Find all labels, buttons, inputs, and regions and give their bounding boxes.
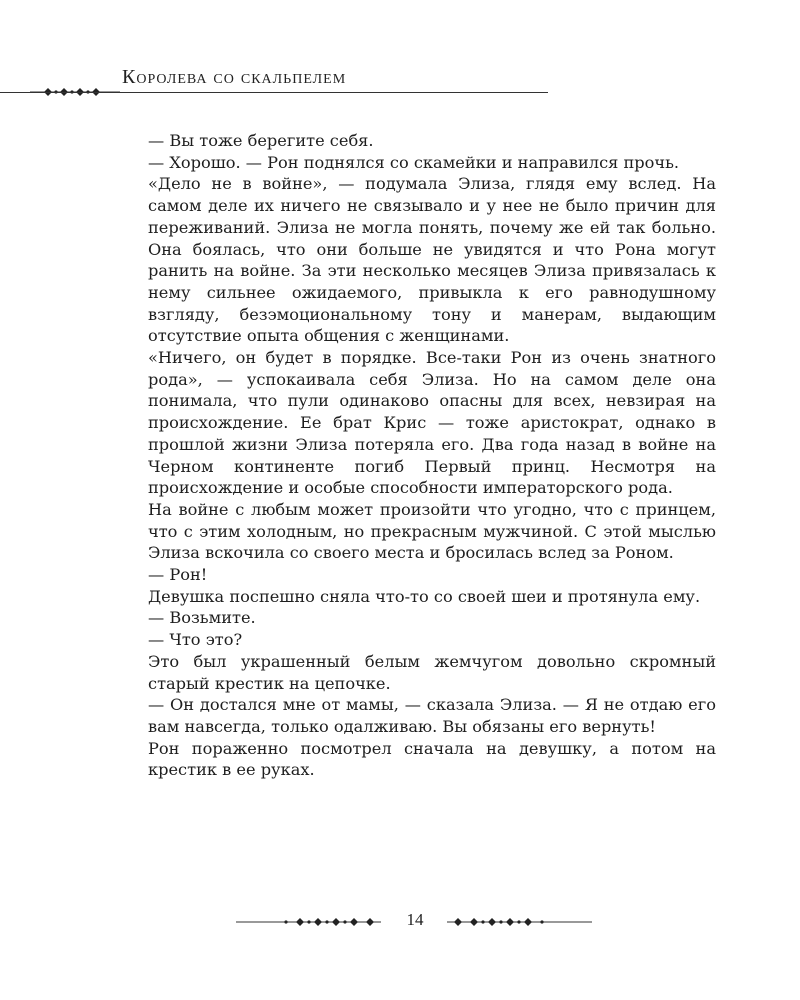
paragraph: — Вы тоже берегите себя. xyxy=(148,131,374,150)
page-footer xyxy=(0,910,800,940)
footer-ornament-left xyxy=(236,915,381,929)
paragraph: «Ничего, он будет в порядке. Все-таки Рон из очень знатного рода», — успокаивала себя Элиза. Но на самом деле она понимала, что пули одинаково опасны для всех, невзирая на происхождение. Ее брат Крис — тоже аристократ, однако в прошлой жизни Элиза потеряла его. Два года назад в войне на Черном континенте погиб Первый принц. Несмотря на происхождение и особые способности императорского рода. xyxy=(148,348,716,498)
running-header xyxy=(0,50,800,110)
paragraph: На войне с любым может произойти что угодно, что с принцем, что с этим холодным, но прекрасным мужчиной. С этой мыслью Элиза вскочила со своего места и бросилась вслед за Роном. xyxy=(148,499,716,563)
paragraph: «Дело не в войне», — подумала Элиза, глядя ему вслед. На самом деле их ничего не связывало и у нее не было причин для переживаний. Элиза не могла понять, почему же ей так больно. Она боялась, что они больше не увидятся и что Рона могут ранить на войне. За эти несколько месяцев Элиза привязалась к нему сильнее ожидаемого, привыкла к его равнодушному взгляду, безэмоциональному тону и манерам, выдающим отсутствие опыта общения с женщинами. xyxy=(148,174,716,346)
paragraph: — Хорошо. — Рон поднялся со скамейки и направился прочь. xyxy=(148,152,680,172)
paragraph: Рон пораженно посмотрел сначала на девушку, а потом на крестик в ее руках. xyxy=(148,738,716,780)
paragraph: — Возьмите. xyxy=(148,608,256,628)
paragraph: Девушка поспешно сняла что-то со своей шеи и протянула ему. xyxy=(148,586,701,606)
paragraph: — Что это? xyxy=(148,630,243,650)
paragraph: — Он достался мне от мамы, — сказала Элиза. — Я не отдаю его вам навсегда, только одалживаю. Вы обязаны его вернуть! xyxy=(148,695,716,736)
footer-ornament-right xyxy=(447,915,592,929)
paragraph: Это был украшенный белым жемчугом довольно скромный старый крестик на цепочке. xyxy=(148,651,716,693)
running-title: Королева со скальпелем xyxy=(122,66,347,88)
body-text xyxy=(148,130,716,781)
page-number: 14 xyxy=(406,910,424,929)
header-rule xyxy=(0,92,548,93)
paragraph: — Рон! xyxy=(148,565,208,585)
